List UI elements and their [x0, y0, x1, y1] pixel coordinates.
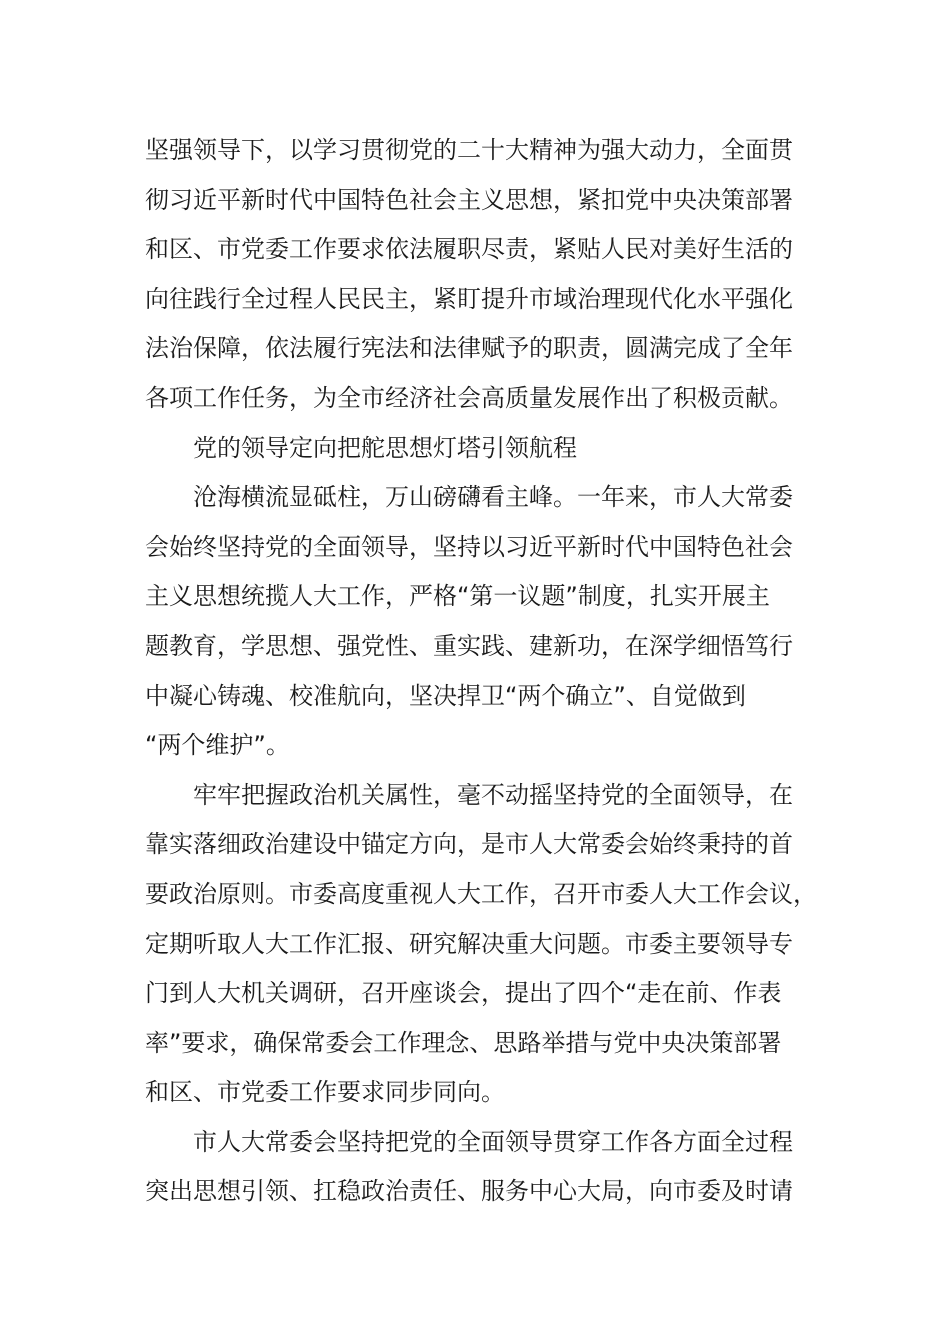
text-line-21: 市人大常委会坚持把党的全面领导贯穿工作各方面全过程: [145, 1127, 793, 1156]
text-line-3: 和区、市党委工作要求依法履职尽责，紧贴人民对美好生活的: [145, 235, 793, 264]
text-line-18: 门到人大机关调研，召开座谈会，提出了四个“走在前、作表: [145, 979, 782, 1008]
text-line-20: 和区、市党委工作要求同步同向。: [145, 1078, 505, 1107]
text-line-17: 定期听取人大工作汇报、研究解决重大问题。市委主要领导专: [145, 929, 793, 958]
text-line-19: 率”要求，确保常委会工作理念、思路举措与党中央决策部署: [145, 1028, 782, 1057]
section-heading: 党的领导定向把舵思想灯塔引领航程: [145, 433, 577, 462]
text-line-5: 法治保障，依法履行宪法和法律赋予的职责，圆满完成了全年: [145, 334, 793, 363]
text-line-6: 各项工作任务，为全市经济社会高质量发展作出了积极贡献。: [145, 383, 793, 412]
text-line-16: 要政治原则。市委高度重视人大工作，召开市委人大工作会议，: [145, 879, 817, 908]
text-line-22: 突出思想引领、扛稳政治责任、服务中心大局，向市委及时请: [145, 1177, 793, 1206]
text-line-4: 向往践行全过程人民民主，紧盯提升市域治理现代化水平强化: [145, 284, 793, 313]
text-line-11: 题教育，学思想、强党性、重实践、建新功，在深学细悟笃行: [145, 631, 793, 660]
text-line-14: 牢牢把握政治机关属性，毫不动摇坚持党的全面领导，在: [145, 780, 793, 809]
text-line-10: 主义思想统揽人大工作，严格“第一议题”制度，扎实开展主: [145, 582, 770, 611]
text-line-2: 彻习近平新时代中国特色社会主义思想，紧扣党中央决策部署: [145, 185, 793, 214]
text-line-1: 坚强领导下，以学习贯彻党的二十大精神为强大动力，全面贯: [145, 136, 793, 164]
document-body: [145, 126, 817, 1217]
text-line-13: “两个维护”。: [145, 731, 290, 760]
text-line-8: 沧海横流显砥柱，万山磅礴看主峰。一年来，市人大常委: [145, 483, 793, 512]
text-line-12: 中凝心铸魂、校准航向，坚决捍卫“两个确立”、自觉做到: [145, 681, 746, 710]
text-line-9: 会始终坚持党的全面领导，坚持以习近平新时代中国特色社会: [145, 532, 793, 561]
text-line-15: 靠实落细政治建设中锚定方向，是市人大常委会始终秉持的首: [145, 830, 793, 859]
